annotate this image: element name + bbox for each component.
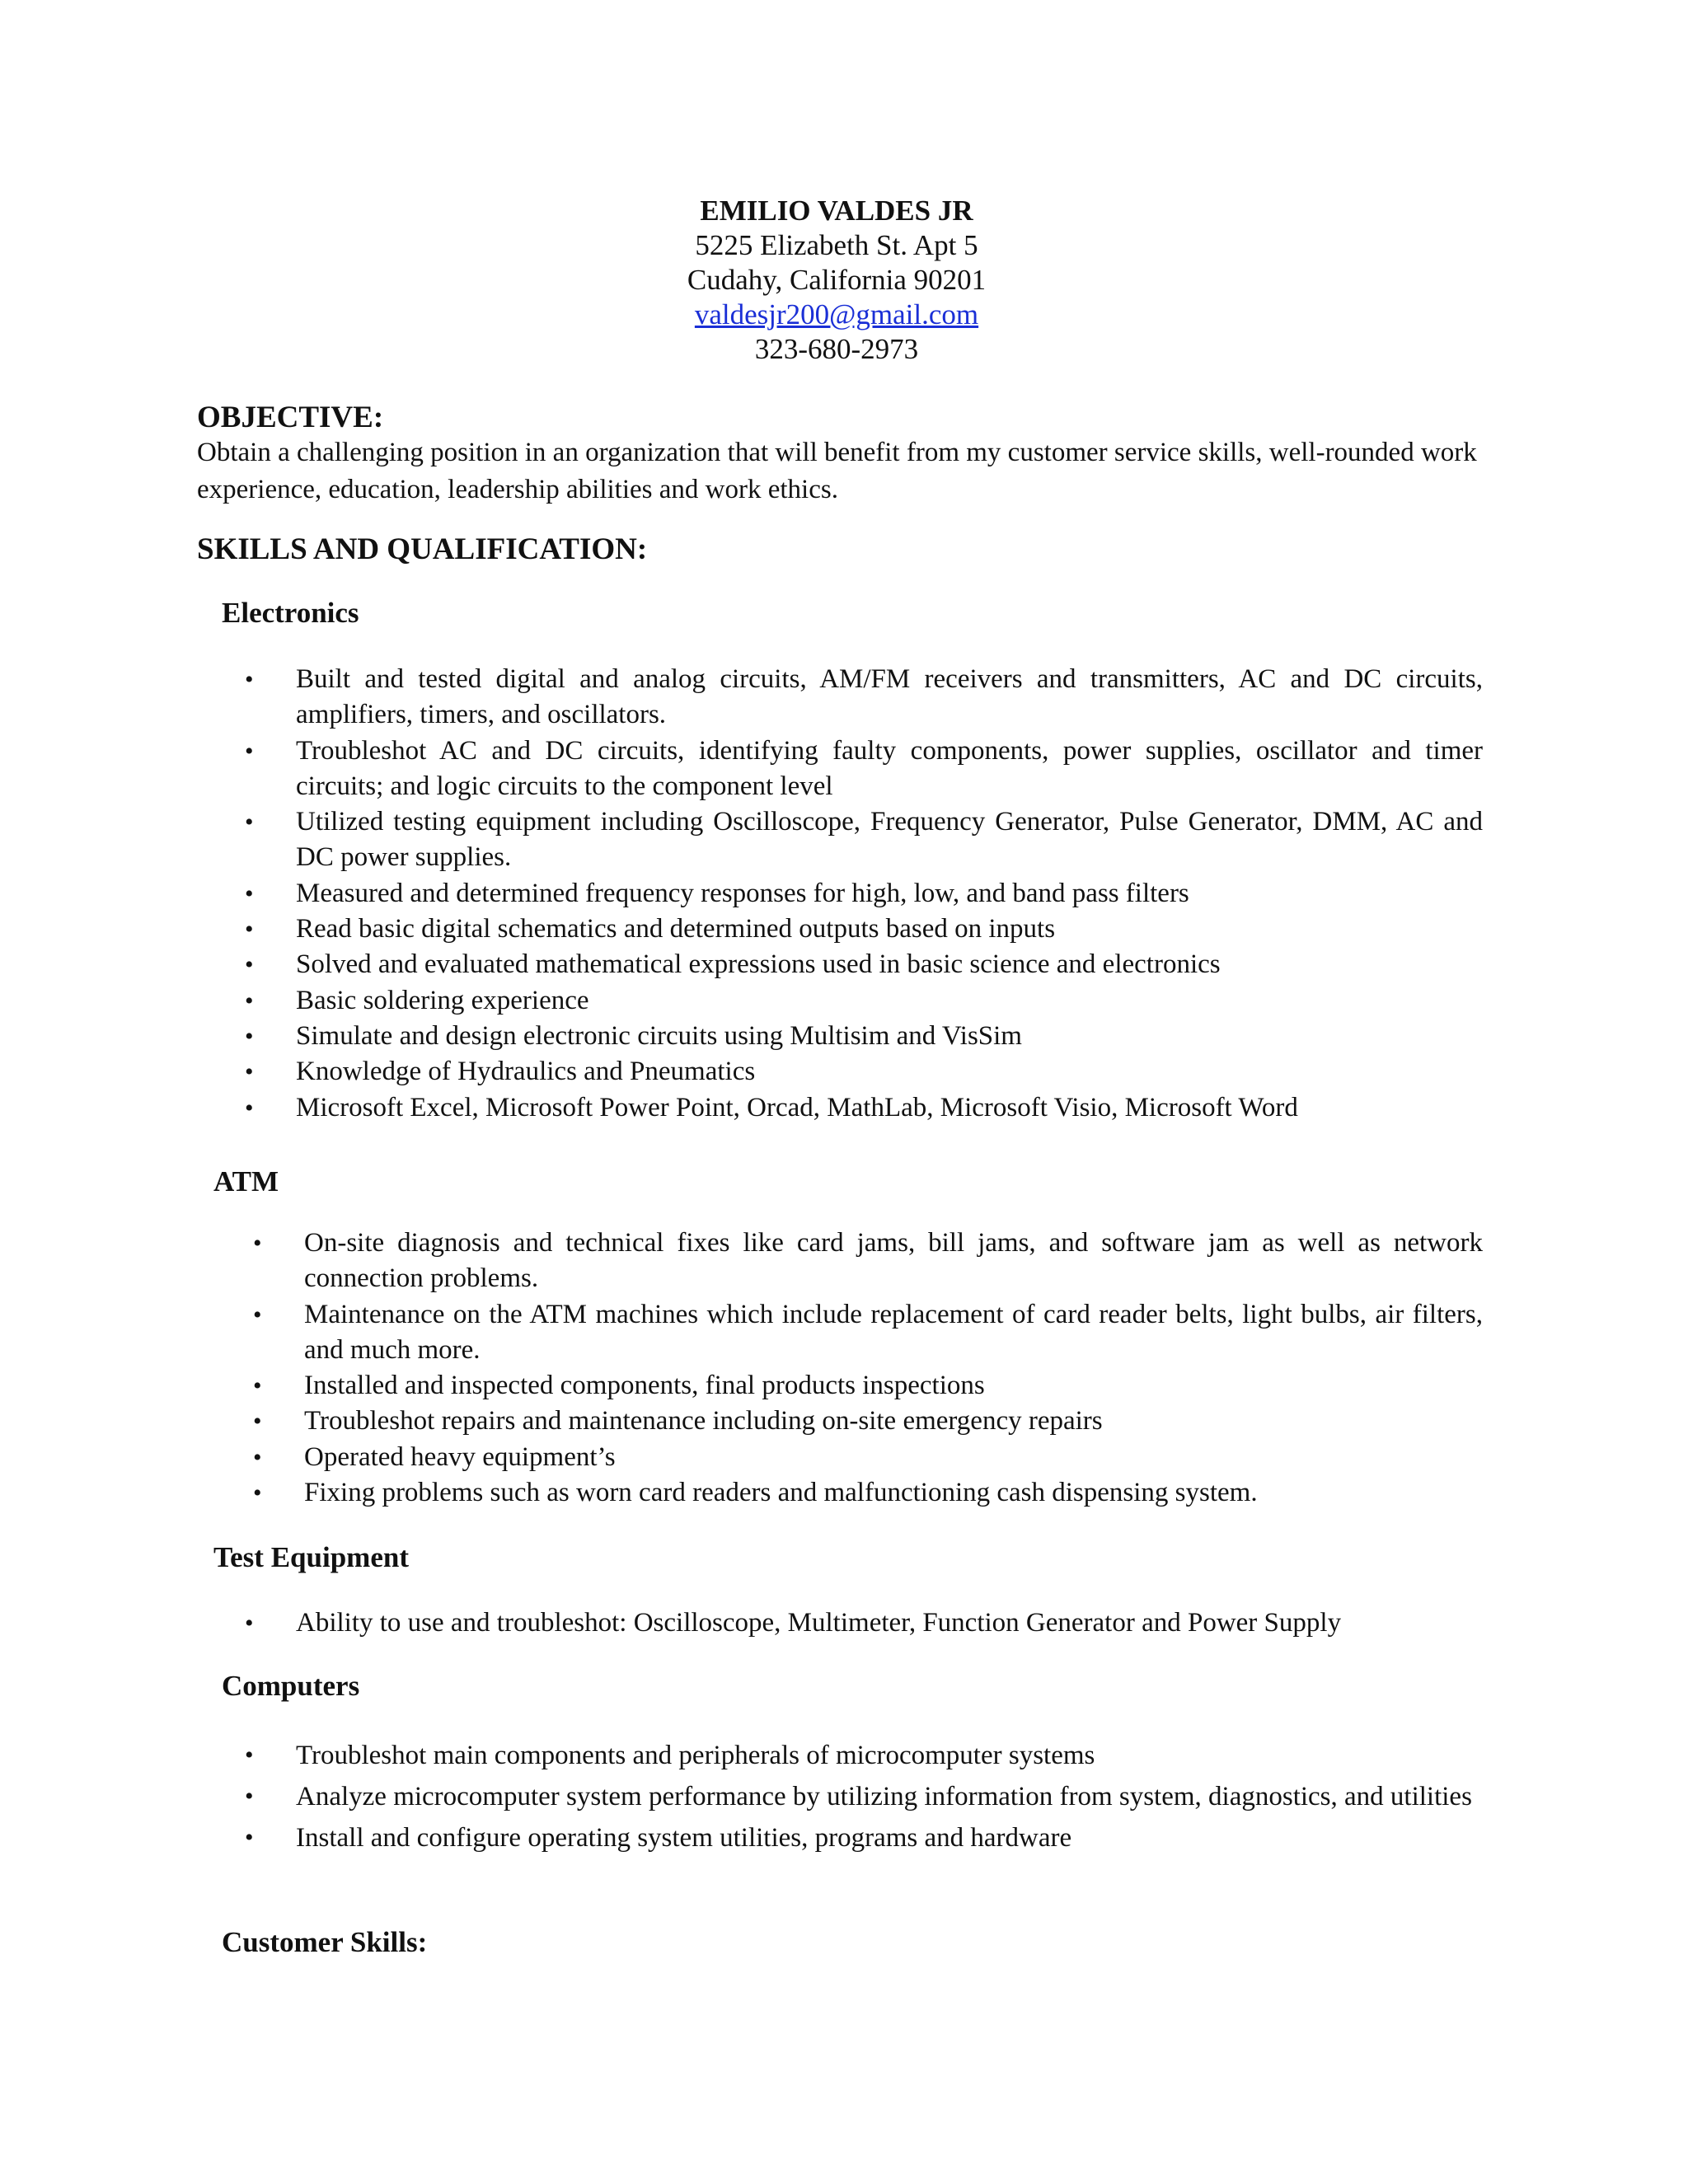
list-item: • Fixing problems such as worn card readers and malfunctioning cash dispensing system. (304, 1475, 1483, 1511)
bullet-icon: • (245, 951, 254, 979)
bullet-icon: • (253, 1230, 262, 1257)
bullet-icon: • (253, 1301, 262, 1329)
bullet-icon: • (245, 879, 254, 907)
list-item: • On-site diagnosis and technical fixes like card jams, bill jams, and software jam as well as network connection problems. (304, 1226, 1483, 1297)
objective-heading: OBJECTIVE: (197, 401, 384, 434)
list-item: • Ability to use and troubleshot: Oscilloscope, Multimeter, Function Generator and Power Supply (296, 1605, 1483, 1641)
test-equipment-heading: Test Equipment (213, 1541, 409, 1573)
computers-list (245, 1736, 1483, 1857)
list-item: • Solved and evaluated mathematical expressions used in basic science and electronics (296, 947, 1483, 982)
atm-heading: ATM (213, 1165, 279, 1197)
list-item: • Read basic digital schematics and determined outputs based on inputs (296, 912, 1483, 947)
bullet-icon: • (245, 916, 254, 944)
list-item: • Troubleshot AC and DC circuits, identifying faulty components, power supplies, oscillator and timer circuits; and logic circuits to the component level (296, 733, 1483, 805)
bullet-icon: • (245, 1058, 254, 1086)
computers-heading: Computers (222, 1670, 360, 1702)
bullet-icon: • (245, 1783, 254, 1810)
electronics-list (245, 662, 1483, 1126)
customer-skills-heading: Customer Skills: (222, 1926, 428, 1958)
list-item: • Utilized testing equipment including Oscilloscope, Frequency Generator, Pulse Generator, DMM, AC and DC power supplies. (296, 804, 1483, 876)
bullet-icon: • (253, 1443, 262, 1471)
list-item: • Troubleshot repairs and maintenance including on-site emergency repairs (304, 1404, 1483, 1439)
test-equipment-list (245, 1605, 1483, 1641)
address-line-2: Cudahy, California 90201 (687, 264, 987, 296)
electronics-heading: Electronics (222, 597, 359, 629)
list-item: • Install and configure operating system utilities, programs and hardware (296, 1819, 1483, 1857)
bullet-icon: • (253, 1372, 262, 1400)
bullet-icon: • (245, 1022, 254, 1050)
list-item: • Built and tested digital and analog circuits, AM/FM receivers and transmitters, AC and DC circuits, amplifiers, timers, and oscillators. (296, 662, 1483, 733)
list-item: • Simulate and design electronic circuits using Multisim and VisSim (296, 1019, 1483, 1054)
bullet-icon: • (245, 1824, 254, 1851)
list-item: • Measured and determined frequency responses for high, low, and band pass filters (296, 876, 1483, 912)
applicant-name: EMILIO VALDES JR (700, 194, 973, 227)
objective-text: Obtain a challenging position in an organization that will benefit from my customer service skills, well-rounded work experience, education, leadership abilities and work ethics. (197, 438, 1477, 504)
phone-number: 323-680-2973 (754, 333, 919, 365)
list-item: • Installed and inspected components, final products inspections (304, 1368, 1483, 1404)
email-link[interactable]: valdesjr200@gmail.com (694, 298, 979, 330)
bullet-icon: • (245, 808, 254, 837)
atm-list (253, 1226, 1483, 1511)
bullet-icon: • (245, 987, 254, 1015)
bullet-icon: • (253, 1479, 262, 1507)
bullet-icon: • (245, 1094, 254, 1122)
bullet-icon: • (245, 737, 254, 765)
contact-header (0, 194, 1673, 367)
list-item: • Knowledge of Hydraulics and Pneumatics (296, 1054, 1483, 1090)
skills-heading: SKILLS AND QUALIFICATION: (197, 532, 648, 566)
bullet-icon: • (245, 1741, 254, 1769)
bullet-icon: • (245, 666, 254, 693)
list-item: • Operated heavy equipment’s (304, 1440, 1483, 1475)
bullet-icon: • (245, 1610, 254, 1637)
list-item: • Microsoft Excel, Microsoft Power Point, Orcad, MathLab, Microsoft Visio, Microsoft Word (296, 1090, 1483, 1126)
list-item: • Troubleshot main components and peripherals of microcomputer systems (296, 1736, 1483, 1774)
list-item: • Basic soldering experience (296, 983, 1483, 1019)
list-item: • Maintenance on the ATM machines which include replacement of card reader belts, light bulbs, air filters, and much more. (304, 1297, 1483, 1369)
address-line-1: 5225 Elizabeth St. Apt 5 (695, 229, 978, 261)
list-item: • Analyze microcomputer system performance by utilizing information from system, diagnostics, and utilities (296, 1778, 1483, 1816)
bullet-icon: • (253, 1408, 262, 1436)
